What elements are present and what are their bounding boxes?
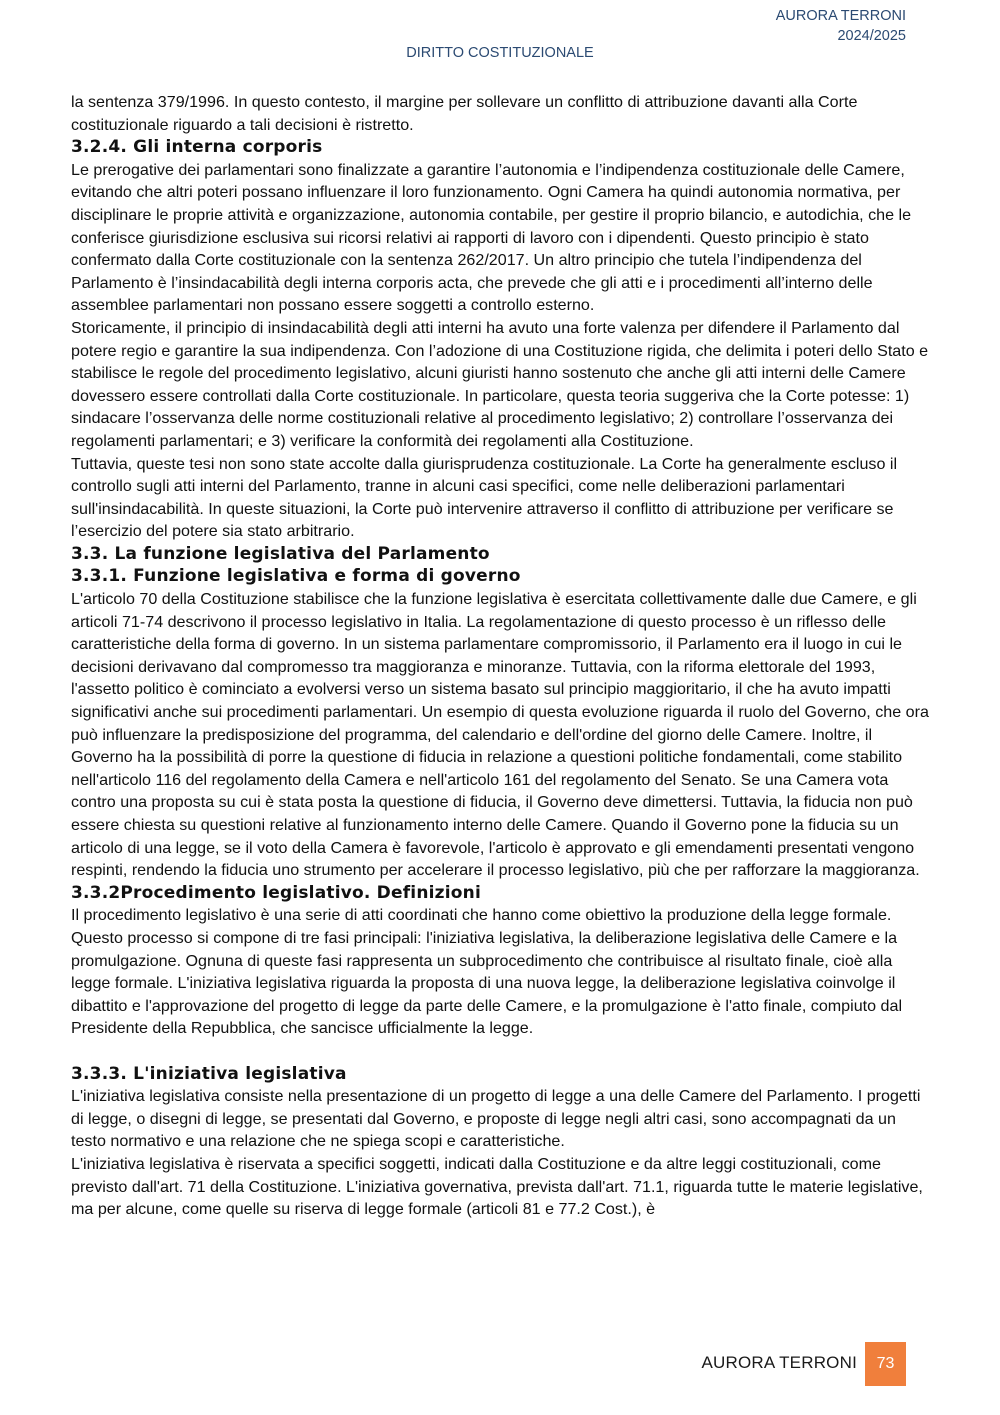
header-subject: DIRITTO COSTITUZIONALE — [406, 45, 594, 61]
paragraph: Le prerogative dei parlamentari sono finalizzate a garantire l’autonomia e l’indipendenza costituzionale delle Camere, evitando che altri poteri possano influenzare il loro funzionamento. Ogni Camera ha quindi autonomia normativa, per disciplinare le proprie attività e organizzazione, autonomia contabile, per gestire il proprio bilancio, e autodichia, che le conferisce giurisdizione esclusiva sui ricorsi relativi ai rapporti di lavoro con i dipendenti. Questo principio è stato confermato dalla Corte costituzionale con la sentenza 262/2017. Un altro principio che tutela l’indipendenza del Parlamento è l’insindacabilità degli interna corporis acta, che prevede che gli atti e i procedimenti all’interno delle assemblee parlamentari non possano essere soggetti a controllo esterno. — [71, 160, 912, 315]
document-body — [71, 91, 931, 1221]
header-year: 2024/2025 — [837, 28, 906, 44]
page-number-badge: 73 — [865, 1342, 906, 1386]
header-author: AURORA TERRONI — [775, 8, 906, 24]
section-heading: 3.2.4. Gli interna corporis — [71, 137, 323, 158]
paragraph: Storicamente, il principio di insindacabilità degli atti interni ha avuto una forte valenza per difendere il Parlamento dal potere regio e garantire la sua indipendenza. Con l’adozione di una Costituzione rigida, che delimita i poteri dello Stato e stabilisce le regole del procedimento legislativo, alcuni giuristi hanno sostenuto che anche gli atti interni delle Camere dovessero essere controllati dalla Corte costituzionale. In particolare, questa teoria suggeriva che la Corte potesse: 1) sindacare l’osservanza delle norme costituzionali relative al procedimento legislativo; 2) controllare l’osservanza dei regolamenti parlamentari; e 3) verificare la conformità dei regolamenti alla Costituzione. — [71, 318, 929, 450]
section-heading: 3.3. La funzione legislativa del Parlamento — [71, 543, 490, 564]
section-heading: 3.3.2Procedimento legislativo. Definizioni — [71, 882, 481, 903]
paragraph: L'iniziativa legislativa consiste nella presentazione di un progetto di legge a una delle Camere del Parlamento. I progetti di legge, o disegni di legge, se presentati dal Governo, e proposte di legge negli altri casi, sono accompagnati da un testo normativo e una relazione che ne spiega scopi e caratteristiche. — [71, 1087, 921, 1151]
paragraph: L'articolo 70 della Costituzione stabilisce che la funzione legislativa è esercitata collettivamente dalle due Camere, e gli articoli 71-74 descrivono il processo legislativo in Italia. La regolamentazione di questo processo è un riflesso delle caratteristiche della forma di governo. In un sistema parlamentare compromissorio, il Parlamento era il luogo in cui le decisioni derivavano dal compromesso tra maggioranza e minoranze. Tuttavia, con la riforma elettorale del 1993, l'assetto politico è cominciato a evolversi verso un sistema basato sul principio maggioritario, il che ha avuto impatti significativi anche sui procedimenti parlamentari. Un esempio di questa evoluzione riguarda il ruolo del Governo, che ora può influenzare la predisposizione del programma, del calendario e dell'ordine del giorno delle Camere. Inoltre, il Governo ha la possibilità di porre la questione di fiducia in relazione a questioni politiche fondamentali, come stabilito nell'articolo 116 del regolamento della Camera e nell'articolo 161 del regolamento del Senato. Se una Camera vota contro una proposta su cui è stata posta la questione di fiducia, il Governo deve dimettersi. Tuttavia, la fiducia non può essere chiesta su questioni relative al funzionamento interno delle Camere. Quando il Governo pone la fiducia su un articolo di una legge, se il voto della Camera è favorevole, l'articolo è approvato e gli emendamenti presentati vengono respinti, rendendo la fiducia uno strumento per accelerare il processo legislativo, più che per rafforzare la maggioranza. — [71, 590, 929, 880]
paragraph: L'iniziativa legislativa è riservata a specifici soggetti, indicati dalla Costituzione e da altre leggi costituzionali, come previsto dall'art. 71 della Costituzione. L'iniziativa governativa, prevista dall'art. 71.1, riguarda tutte le materie legislative, ma per alcune, come quelle su riserva di legge formale (articoli 81 e 77.2 Cost.), è — [71, 1154, 923, 1219]
section-heading: 3.3.1. Funzione legislativa e forma di governo — [71, 566, 521, 587]
blank-line — [71, 1040, 931, 1063]
page-header — [776, 6, 906, 46]
paragraph: Tuttavia, queste tesi non sono state accolte dalla giurisprudenza costituzionale. La Corte ha generalmente escluso il controllo sugli atti interni del Parlamento, tranne in alcuni casi specifici, come nelle deliberazioni parlamentari sull'insindacabilità. In queste situazioni, la Corte può intervenire attraverso il conflitto di attribuzione per verificare se l’esercizio del potere sia stato arbitrario. — [71, 454, 898, 541]
paragraph: la sentenza 379/1996. In questo contesto, il margine per sollevare un conflitto di attribuzione davanti alla Corte costituzionale riguardo a tali decisioni è ristretto. — [71, 93, 858, 134]
paragraph: Il procedimento legislativo è una serie di atti coordinati che hanno come obiettivo la produzione della legge formale. Questo processo si compone di tre fasi principali: l'iniziativa legislativa, la deliberazione legislativa delle Camere e la promulgazione. Ognuna di queste fasi rappresenta un subprocedimento che contribuisce al risultato finale, cioè alla legge formale. L'iniziativa legislativa riguarda la proposta di una nuova legge, la deliberazione legislativa coinvolge il dibattito e l'approvazione del progetto di legge da parte delle Camere, e la promulgazione è l'atto finale, compiuto dal Presidente della Repubblica, che sancisce ufficialmente la legge. — [71, 906, 903, 1038]
section-heading: 3.3.3. L'iniziativa legislativa — [71, 1063, 347, 1084]
footer-author: AURORA TERRONI — [701, 1353, 857, 1372]
